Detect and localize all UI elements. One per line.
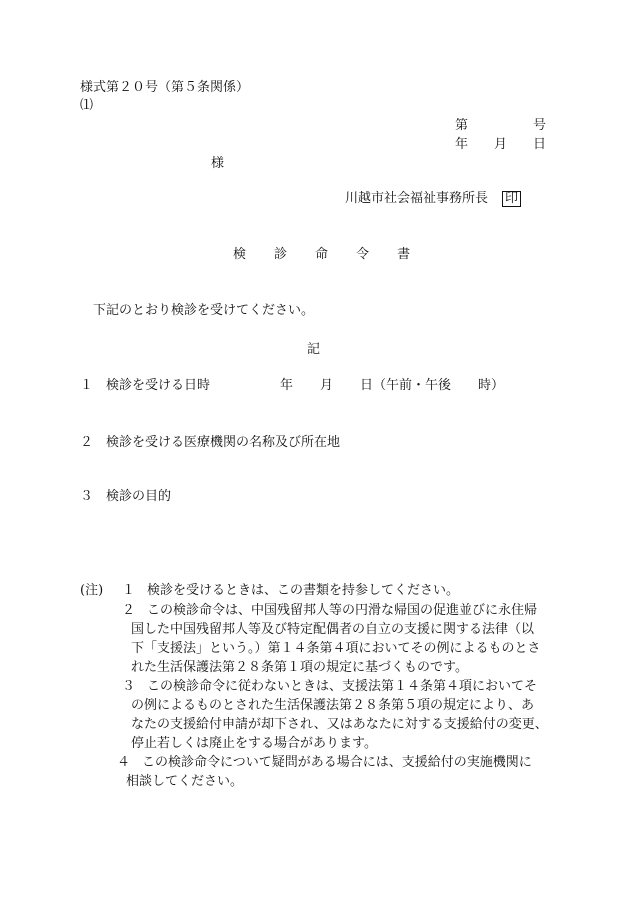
issue-year: 年 [455, 137, 469, 152]
note-2-line: この検診命令は、中国残留邦人等の円滑な帰国の促進並びに永住帰 [147, 603, 538, 618]
item-2-number: ２ [80, 435, 94, 450]
note-3-line: この検診命令に従わないときは、支援法第１４条第４項においてそ [147, 679, 538, 694]
form-number: 様式第２０号（第５条関係） [80, 80, 250, 95]
title-char: 命 [315, 247, 329, 262]
note-1-number: １ [122, 583, 136, 598]
note-1-line: 検診を受けるときは、この書類を持参してください。 [147, 583, 460, 598]
issue-number-suffix: 号 [533, 118, 547, 133]
title-char: 診 [274, 247, 288, 262]
title-char: 令 [356, 247, 370, 262]
note-2-line: 下「支援法」という。）第１４条第４項においてその例によるものとさ [131, 641, 541, 656]
item-1-hour: 時） [478, 378, 505, 393]
note-2-number: ２ [122, 603, 136, 618]
note-2-line: 国した中国残留邦人等及び特定配偶者の自立の支援に関する法律（以 [131, 622, 535, 637]
item-1-year: 年 [280, 378, 294, 393]
title-char: 書 [397, 247, 411, 262]
note-4-line: この検診命令について疑問がある場合には、支援給付の実施機関に [142, 755, 532, 770]
document-title [233, 247, 410, 263]
seal-stamp: 印 [502, 191, 521, 207]
item-3-number: ３ [80, 489, 94, 504]
note-2-line: れた生活保護法第２８条第１項の規定に基づくものです。 [131, 660, 468, 675]
sub-number: ⑴ [80, 98, 94, 113]
issue-number-prefix: 第 [455, 118, 469, 133]
note-4-number: ４ [117, 755, 131, 770]
issuer-line [345, 191, 521, 207]
item-1-month: 月 [320, 378, 334, 393]
ki-marker: 記 [307, 342, 321, 357]
issue-month: 月 [494, 137, 508, 152]
item-3-label: 検診の目的 [106, 489, 172, 504]
item-1-label: 検診を受ける日時 [106, 378, 211, 393]
issuer-name: 川越市社会福祉事務所長 [345, 191, 489, 206]
note-3-line: なたの支援給付申請が却下され、又はあなたに対する支援給付の変更、 [131, 717, 548, 732]
note-4-line: 相談してください。 [126, 774, 244, 789]
title-char: 検 [233, 247, 247, 262]
intro-text: 下記のとおり検診を受けてください。 [93, 303, 315, 318]
note-3-line: の例によるものとされた生活保護法第２８条第５項の規定により、あ [131, 698, 535, 713]
addressee-honorific: 様 [211, 156, 225, 171]
issue-day: 日 [533, 137, 547, 152]
item-1-number: １ [80, 378, 94, 393]
note-3-number: ３ [122, 679, 136, 694]
item-2-label: 検診を受ける医療機関の名称及び所在地 [106, 435, 341, 450]
item-1-day-ampm: 日（午前・午後 [360, 378, 452, 393]
note-3-line: 停止若しくは廃止をする場合があります。 [131, 736, 377, 751]
notes-heading: (注) [80, 583, 104, 598]
